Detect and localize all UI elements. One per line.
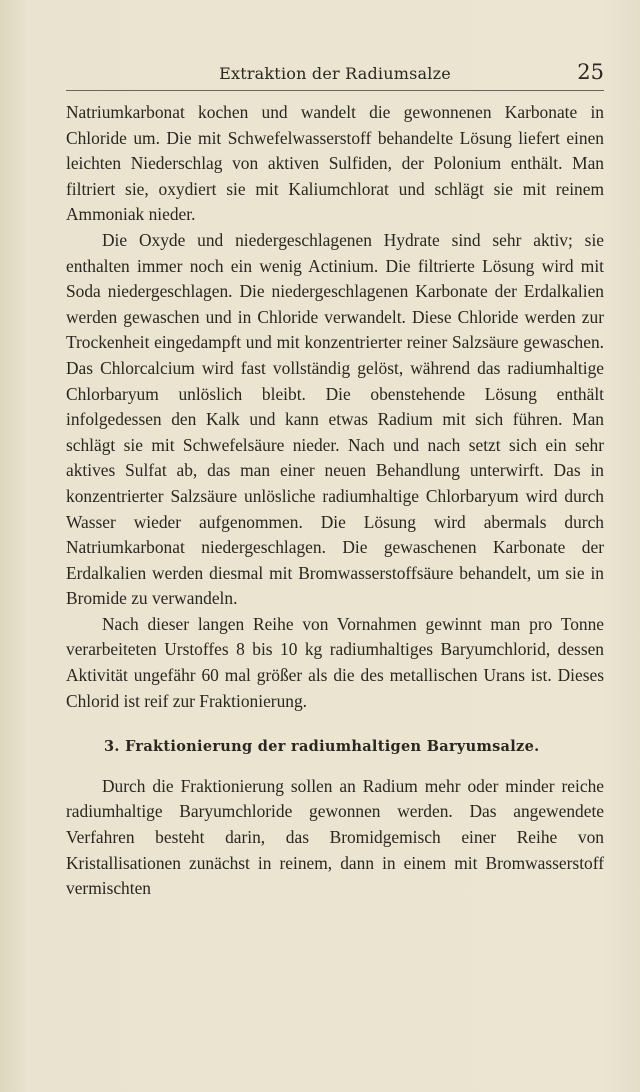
page-number: 25 — [577, 60, 604, 84]
body-text — [66, 100, 604, 902]
running-head — [66, 60, 604, 91]
paragraph: Nach dieser langen Reihe von Vornahmen gewinnt man pro Tonne verarbeiteten Urstoffes 8 bis 10 kg radiumhaltiges Baryumchlorid, dessen Aktivität ungefähr 60 mal größer als die des metallischen Urans ist. Dieses Chlorid ist reif zur Fraktionierung. — [66, 613, 604, 711]
paragraph-continued: Natriumkarbonat kochen und wandelt die gewonnenen Karbonate in Chloride um. Die mit Schwefelwasserstoff behandelte Lösung liefert einen leichten Niederschlag von aktiven Sulfiden, der Polonium enthält. Man filtriert sie, oxydiert sie mit Kaliumchlorat und schlägt sie mit reinem Ammoniak nieder. — [66, 102, 604, 225]
section-heading: 3. Fraktionierung der radiumhaltigen Baryumsalze. — [104, 738, 540, 756]
paragraph: Durch die Fraktionierung sollen an Radium mehr oder minder reiche radiumhaltige Baryumchloride gewonnen werden. Das angewendete Verfahren besteht darin, das Bromidgemisch einer Reihe von Kristallisationen zunächst in reinem, dann in einem mit Bromwasserstoff vermischten — [66, 775, 604, 899]
paragraph: Die Oxyde und niedergeschlagenen Hydrate sind sehr aktiv; sie enthalten immer noch ein wenig Actinium. Die filtrierte Lösung wird mit Soda niedergeschlagen. Die niedergeschlagenen Karbonate der Erdalkalien werden gewaschen und in Chloride verwandelt. Diese Chloride werden zur Trockenheit eingedampft und mit konzentrierter reiner Salzsäure gewaschen. Das Chlorcalcium wird fast vollständig gelöst, während das radiumhaltige Chlorbaryum unlöslich bleibt. Die obenstehende Lösung enthält infolgedessen den Kalk und kann etwas Radium mit sich führen. Man schlägt sie mit Schwefelsäure nieder. Nach und nach setzt sich ein sehr aktives Sulfat ab, das man einer neuen Behandlung unterwirft. Das in konzentrierter Salzsäure unlösliche radiumhaltige Chlorbaryum wird durch Wasser wieder aufgenommen. Die Lösung wird abermals durch Natriumkarbonat niedergeschlagen. Die gewaschenen Karbonate der Erdalkalien werden diesmal mit Bromwasserstoffsäure behandelt, um sie in Bromide zu verwandeln. — [66, 229, 604, 609]
running-title: Extraktion der Radiumsalze — [219, 64, 451, 83]
